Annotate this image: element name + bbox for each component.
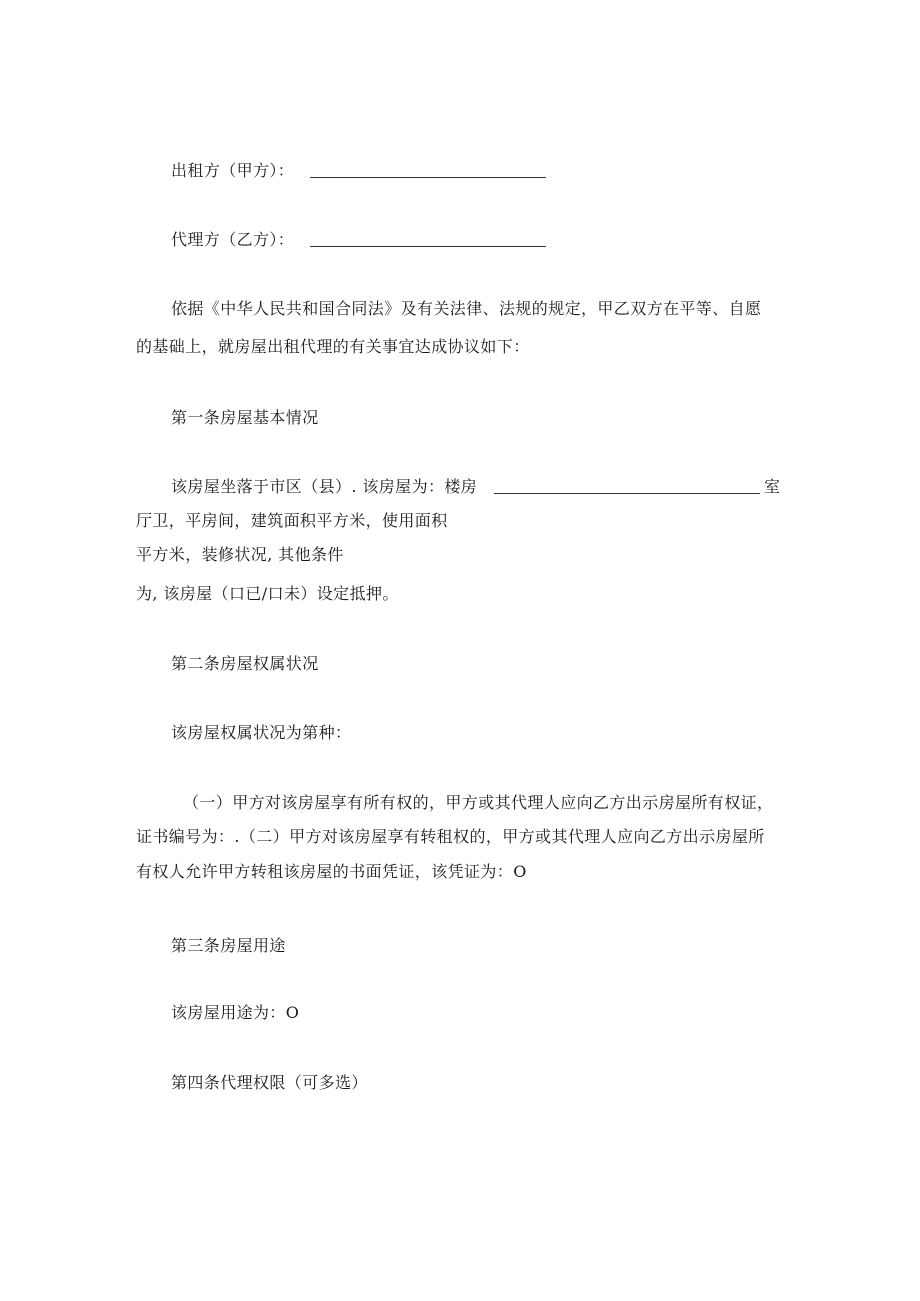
article-1-line-1-prefix: 该房屋坐落于市区（县）. 该房屋为：楼房 [171, 477, 478, 496]
preamble-line-1: 依据《中华人民共和国合同法》及有关法律、法规的规定，甲乙双方在平等、自愿 [171, 299, 762, 318]
article-3-text: 该房屋用途为：O [171, 1003, 300, 1022]
article-3-title: 第三条房屋用途 [171, 936, 286, 955]
article-4-title: 第四条代理权限（可多选） [171, 1073, 368, 1092]
agent-blank-line[interactable] [310, 246, 546, 247]
article-1-line-1-suffix: 室 [764, 477, 781, 496]
lessor-blank-line[interactable] [310, 177, 546, 178]
building-blank-line[interactable] [494, 493, 760, 494]
lessor-label: 出租方（甲方）： [171, 161, 295, 180]
article-1-line-3: 平方米，装修状况, 其他条件 [136, 545, 344, 564]
article-2-para-line-2: 证书编号为：.（二）甲方对该房屋享有转租权的，甲方或其代理人应向乙方出示房屋所 [136, 827, 765, 846]
article-1-line-2: 厅卫，平房间，建筑面积平方米，使用面积 [136, 511, 448, 530]
article-1-line-4: 为, 该房屋（口已/口未）设定抵押。 [136, 584, 399, 603]
article-2-para-line-1: （一）甲方对该房屋享有所有权的，甲方或其代理人应向乙方出示房屋所有权证， [183, 793, 774, 812]
agent-label: 代理方（乙方）： [171, 230, 295, 249]
article-2-intro: 该房屋权属状况为第种： [171, 723, 352, 742]
article-2-para-line-3: 有权人允许甲方转租该房屋的书面凭证，该凭证为：O [136, 862, 527, 881]
article-2-title: 第二条房屋权属状况 [171, 654, 319, 673]
article-1-title: 第一条房屋基本情况 [171, 408, 319, 427]
preamble-line-2: 的基础上，就房屋出租代理的有关事宜达成协议如下： [136, 337, 530, 356]
